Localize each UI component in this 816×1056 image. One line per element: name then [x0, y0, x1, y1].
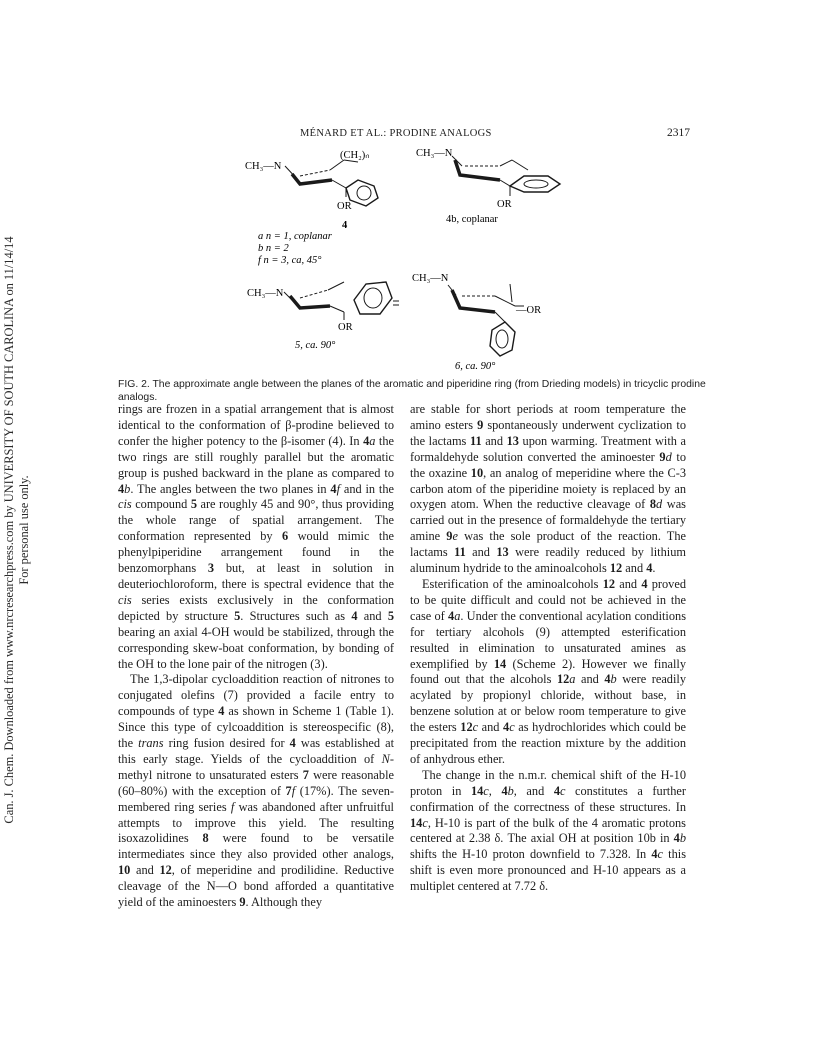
paragraph: The change in the n.m.r. chemical shift of the H-10 proton in 14c, 4b, and 4c constitutes a further confirmation of the correctness of these structures. In 14c, H-10 is part of the bulk of the 4 aromatic protons centered at 2.38 δ. The axial OH at position 10b in 4b shifts the H-10 proton downfield to 7.328. In 4c this shift is even more pronounced and H-10 appears as a multiplet centered at 7.72 δ.	[410, 767, 687, 894]
page-number: 2317	[667, 127, 690, 139]
structure-6-amine: CH₃—N	[412, 273, 449, 284]
structure-6-drawing	[448, 284, 524, 356]
paragraph: Esterification of the aminoalcohols 12 and 4 proved to be quite difficult and could not be achieved in the case of 4a. Under the conventional acylation conditions for tertiary alcohols (9) attempted esterification resulted in elimination to unsaturated amines as exemplified by 14 (Scheme 2). However we finally found out that the alcohols 12a and 4b were readily acylated by propionyl chloride, without base, in benzene solution at or below room temperature to give the esters 12c and 4c as hydrochlorides which could be precipitated from the reaction mixture by the addition of anhydrous ether.	[410, 576, 687, 766]
download-notice-line-1: Can. J. Chem. Downloaded from www.nrcresearchpress.com by UNIVERSITY OF SOUTH CAROLINA on 11/14/14	[2, 236, 16, 824]
structure-4-variant-a: a n = 1, coplanar	[258, 231, 332, 242]
structure-4-variant-f: f n = 3, ca, 45°	[258, 255, 322, 266]
structure-6-or: —OR	[516, 305, 542, 316]
structure-4b-amine: CH₃—N	[416, 148, 453, 159]
structure-4-chain: (CH₂)ₙ	[340, 150, 370, 161]
structure-6-label: 6, ca. 90°	[455, 361, 496, 372]
structure-4-drawing	[285, 160, 378, 206]
structure-5-label: 5, ca. 90°	[295, 340, 336, 351]
left-column	[118, 402, 394, 911]
structure-4b-label: 4b, coplanar	[446, 214, 498, 225]
structure-4-variant-b: b n = 2	[258, 243, 289, 254]
structure-4b-or: OR	[497, 199, 512, 210]
paragraph: rings are frozen in a spatial arrangement that is almost identical to the conformation of β-prodine believed to confer the higher potency to the β-isomer (4). In 4a the two rings are still roughly parallel but the aromatic group is pushed backward in the plane as compared to 4b. The angles between the two planes in 4f and in the cis compound 5 are roughly 45 and 90°, thus providing the whole range of spatial arrangement. The conformation represented by 6 would mimic the phenylpiperidine arrangement found in the benzomorphans 3 but, at least in solution in deuteriochloroform, there is spectral evidence that the cis series exists exclusively in the conformation depicted by structure 5. Structures such as 4 and 5 bearing an axial 4-OH would be stabilized, through the corresponding skew-boat conformation, by bonding of the OH to the lone pair of the nitrogen (3).	[118, 402, 394, 671]
structure-4-or: OR	[337, 201, 352, 212]
running-head: MÉNARD ET AL.: PRODINE ANALOGS	[300, 128, 492, 139]
structure-4-number: 4	[342, 220, 348, 231]
structure-4b-drawing	[452, 156, 560, 196]
figure-2-structures	[0, 0, 816, 380]
structure-5-drawing	[284, 282, 399, 320]
structure-5-amine: CH₃—N	[247, 288, 284, 299]
structure-5-or: OR	[338, 322, 353, 333]
right-column	[410, 402, 686, 895]
paragraph: are stable for short periods at room temperature the amino esters 9 spontaneously underwent cyclization to the lactams 11 and 13 upon warming. Treatment with a formaldehyde solution converted the aminoester 9d to the oxazine 10, an analog of meperidine where the C-3 carbon atom of the piperidine moiety is replaced by an oxygen atom. When the reductive cleavage of 8d was carried out in the presence of formaldehyde the tertiary amine 9e was the sole product of the reaction. The lactams 11 and 13 were readily reduced by lithium aluminum hydride to the aminoalcohols 12 and 4.	[410, 402, 687, 576]
structure-4-amine: CH₃—N	[245, 161, 282, 172]
figure-caption: FIG. 2. The approximate angle between the planes of the aromatic and piperidine ring (from Drieding models) in tricyclic prodine analogs.	[118, 379, 706, 403]
paragraph: The 1,3-dipolar cycloaddition reaction of nitrones to conjugated olefins (7) provided a facile entry to compounds of type 4 as shown in Scheme 1 (Table 1). Since this type of cylcoaddition is stereospecific (8), the trans ring fusion desired for 4 was established at this early stage. Yields of the cycloaddition of N-methyl nitrone to unsaturated esters 7 were reasonable (60–80%) with the exception of 7f (17%). The seven-membered ring series f was abandoned after unfruitful attempts to improve this yield. The resulting isoxazolidines 8 were found to be versatile intermediates since they also provided other analogs, 10 and 12, of meperidine and prodilidine. Reductive cleavage of the N—O bond afforded a quantitative yield of the aminoesters 9. Although they	[118, 672, 395, 910]
download-notice-line-2: For personal use only.	[17, 475, 31, 585]
